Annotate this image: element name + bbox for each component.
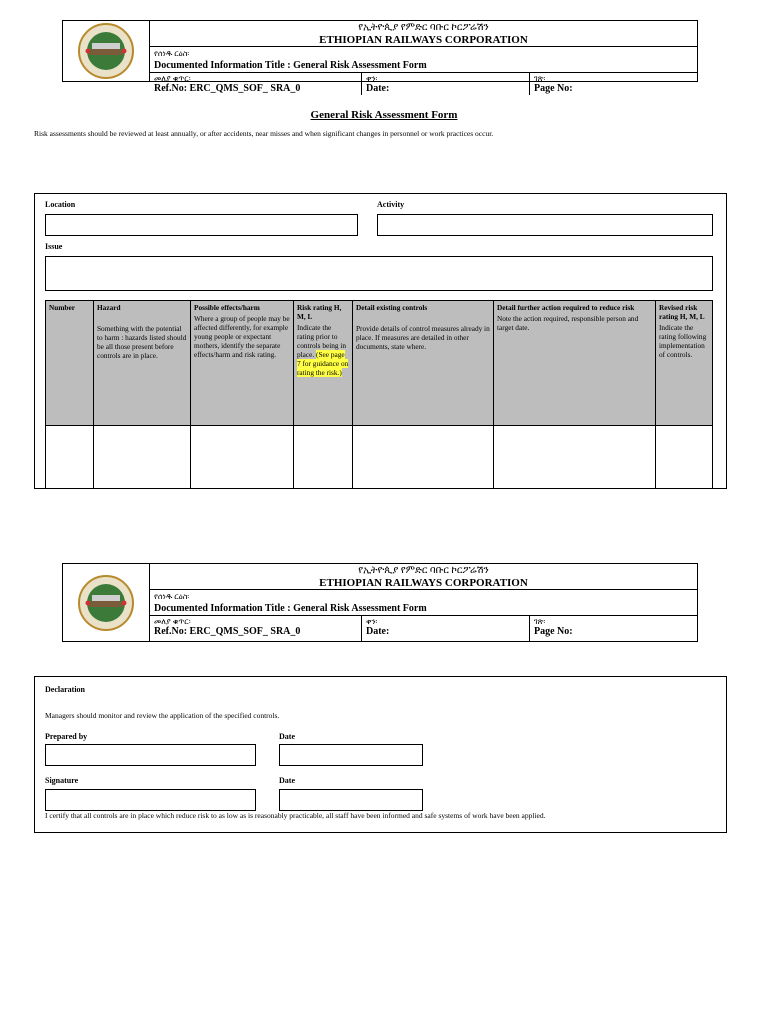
date-input-1[interactable] xyxy=(279,744,423,766)
activity-input[interactable] xyxy=(377,214,713,236)
page-amharic: ገጽ፡ xyxy=(534,617,546,626)
risk-guidance-highlight: (See page 7 for guidance on rating the risk.) xyxy=(297,350,349,377)
document-header xyxy=(62,20,698,94)
document-info-title: Documented Information Title : General Risk Assessment Form xyxy=(154,603,427,614)
page-label: Page No: xyxy=(534,626,573,637)
railway-logo-icon xyxy=(63,564,150,641)
page-amharic: ገጽ፡ xyxy=(534,74,546,83)
cell-hazard[interactable] xyxy=(94,426,191,489)
col-number: Number xyxy=(46,301,94,426)
org-name-amharic: የኢትዮጲያ የምድር ባቡር ኮርፖሬሽን xyxy=(358,22,489,33)
issue-input[interactable] xyxy=(45,256,713,291)
form-title: General Risk Assessment Form xyxy=(310,109,458,121)
intro-text: Risk assessments should be reviewed at least annually, or after accidents, near misses and when significant changes in personnel or work practices occur. xyxy=(34,129,494,138)
declaration-heading: Declaration xyxy=(45,685,85,694)
ref-amharic: መለያ ቁጥር፡ xyxy=(154,617,191,626)
declaration-box xyxy=(34,676,727,833)
col-revised-rating: Revised risk rating H, M, L Indicate the rating following implementation of controls. xyxy=(656,301,713,426)
date-input-2[interactable] xyxy=(279,789,423,811)
ref-amharic: መለያ ቁጥር፡ xyxy=(154,74,191,83)
cell-existing-controls[interactable] xyxy=(353,426,494,489)
org-name-amharic: የኢትዮጲያ የምድር ባቡር ኮርፖሬሽን xyxy=(358,565,489,576)
location-input[interactable] xyxy=(45,214,358,236)
cell-further-action[interactable] xyxy=(494,426,656,489)
risk-assessment-box xyxy=(34,193,727,489)
risk-table xyxy=(45,300,713,489)
date-label: Date: xyxy=(366,626,390,637)
date-label: Date: xyxy=(366,83,390,94)
col-possible-effects: Possible effects/harm Where a group of people may be affected differently, for example young people or expectant mothers, identify the separate effects/harm and risk rating. xyxy=(191,301,294,426)
org-name: ETHIOPIAN RAILWAYS CORPORATION xyxy=(319,577,528,589)
org-name: ETHIOPIAN RAILWAYS CORPORATION xyxy=(319,34,528,46)
col-existing-controls: Detail existing controls Provide details of control measures already in place. If measures are detailed in other documents, state where. xyxy=(353,301,494,426)
issue-label: Issue xyxy=(45,242,63,251)
col-further-action: Detail further action required to reduce risk Note the action required, responsible person and target date. xyxy=(494,301,656,426)
prepared-by-label: Prepared by xyxy=(45,732,88,741)
document-info-title: Documented Information Title : General Risk Assessment Form xyxy=(154,60,427,71)
cell-possible-effects[interactable] xyxy=(191,426,294,489)
location-label: Location xyxy=(45,200,76,209)
col-risk-rating: Risk rating H, M, L Indicate the rating prior to controls being in place. (See page 7 for guidance on rating the risk.) xyxy=(294,301,353,426)
certify-text: I certify that all controls are in place which reduce risk to as low as is reasonably practicable, all staff have been informed and safe systems of work have been applied. xyxy=(45,811,546,820)
prepared-by-input[interactable] xyxy=(45,744,256,766)
title-amharic: የሰነዱ ርዕስ፡ xyxy=(154,49,190,58)
page-label: Page No: xyxy=(534,83,573,94)
railway-logo-icon xyxy=(63,21,150,81)
ref-number: Ref.No: ERC_QMS_SOF_ SRA_0 xyxy=(154,626,301,637)
declaration-text: Managers should monitor and review the application of the specified controls. xyxy=(45,711,280,720)
document-header-page-2 xyxy=(62,563,698,642)
date-amharic: ቀን፡ xyxy=(366,74,378,83)
table-row xyxy=(46,426,713,489)
signature-input[interactable] xyxy=(45,789,256,811)
cell-number[interactable] xyxy=(46,426,94,489)
title-amharic: የሰነዱ ርዕስ፡ xyxy=(154,592,190,601)
signature-label: Signature xyxy=(45,776,79,785)
cell-revised-rating[interactable] xyxy=(656,426,713,489)
table-header-row xyxy=(46,301,713,426)
col-hazard: Hazard Something with the potential to harm : hazards listed should be all those present before controls are in place. xyxy=(94,301,191,426)
date-amharic: ቀን፡ xyxy=(366,617,378,626)
date-label-2: Date xyxy=(279,776,295,785)
ref-number: Ref.No: ERC_QMS_SOF_ SRA_0 xyxy=(154,83,301,94)
activity-label: Activity xyxy=(377,200,405,209)
date-label-1: Date xyxy=(279,732,295,741)
cell-risk-rating[interactable] xyxy=(294,426,353,489)
